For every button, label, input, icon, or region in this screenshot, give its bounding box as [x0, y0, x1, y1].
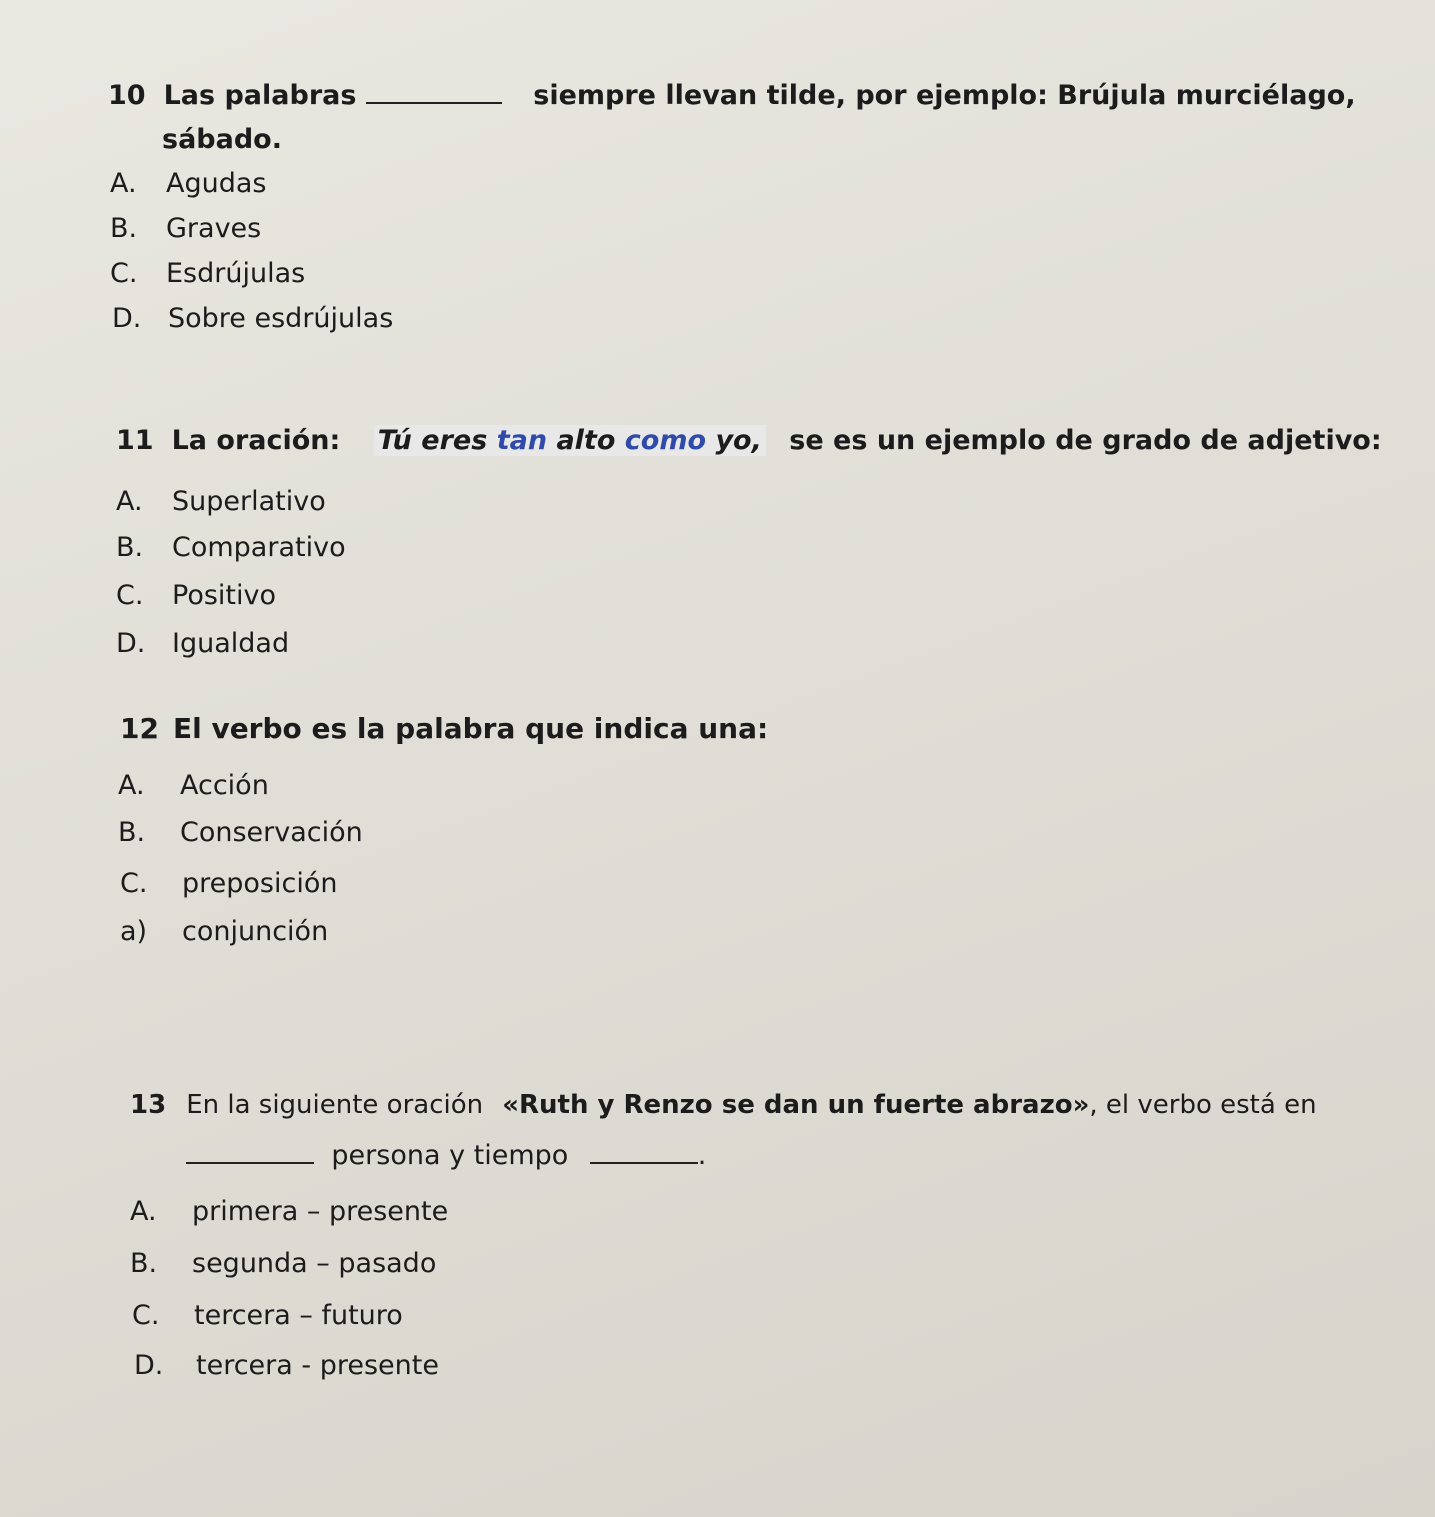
option-b[interactable]	[130, 1248, 436, 1279]
option-letter: a)	[120, 916, 148, 947]
answer-blank[interactable]	[366, 102, 502, 104]
option-letter: A.	[110, 168, 137, 199]
option-letter: D.	[116, 628, 146, 659]
example-highlight: como	[624, 425, 707, 456]
question-text: La oración:	[171, 425, 341, 456]
option-letter: B.	[130, 1248, 158, 1279]
option-text: Comparativo	[172, 532, 346, 563]
question-10-stem-line1	[108, 80, 1356, 111]
example-part: Tú eres	[377, 425, 497, 456]
option-letter: C.	[132, 1300, 160, 1331]
option-letter: D.	[112, 303, 142, 334]
question-13-stem-line2	[186, 1140, 706, 1171]
option-text: Agudas	[166, 168, 267, 199]
question-text: , el verbo está en	[1089, 1090, 1317, 1120]
question-10-stem-line2: sábado.	[162, 124, 282, 155]
question-13-stem-line1	[130, 1090, 1317, 1120]
question-text: En la siguiente oración	[186, 1090, 484, 1120]
option-c[interactable]	[120, 868, 337, 899]
option-b[interactable]	[118, 817, 363, 848]
example-part: yo,	[706, 425, 762, 456]
question-text: Las palabras	[163, 80, 357, 111]
option-letter: A.	[116, 486, 143, 517]
option-text: tercera - presente	[196, 1350, 439, 1381]
example-sentence	[374, 425, 766, 456]
option-a[interactable]	[130, 1196, 448, 1227]
option-text: Igualdad	[172, 628, 290, 659]
option-d[interactable]	[134, 1350, 439, 1381]
question-text: El verbo es la palabra que indica una:	[172, 712, 769, 745]
option-letter: C.	[116, 580, 144, 611]
option-letter: B.	[116, 532, 144, 563]
question-text: siempre llevan tilde, por ejemplo: Brújula murciélago,	[533, 80, 1356, 111]
option-letter: A.	[118, 770, 145, 801]
option-letter: D.	[134, 1350, 164, 1381]
example-part: alto	[547, 425, 625, 456]
option-text: primera – presente	[192, 1196, 449, 1227]
option-letter: C.	[110, 258, 138, 289]
option-text: tercera – futuro	[194, 1300, 403, 1331]
option-a[interactable]	[116, 486, 326, 517]
option-letter: C.	[120, 868, 148, 899]
option-letter: B.	[110, 213, 138, 244]
option-c[interactable]	[110, 258, 305, 289]
question-text: persona y tiempo	[331, 1140, 569, 1171]
question-11-stem	[116, 425, 1382, 456]
option-b[interactable]	[116, 532, 346, 563]
option-text: preposición	[182, 868, 338, 899]
option-text: Graves	[166, 213, 262, 244]
option-text: Esdrújulas	[166, 258, 306, 289]
option-c[interactable]	[116, 580, 276, 611]
question-number: 10	[108, 80, 146, 111]
answer-blank[interactable]	[590, 1162, 698, 1164]
question-text: se es un ejemplo de grado de adjetivo:	[789, 425, 1382, 456]
option-text: Positivo	[172, 580, 276, 611]
quoted-sentence: «Ruth y Renzo se dan un fuerte abrazo»	[502, 1090, 1090, 1120]
question-number: 13	[130, 1090, 167, 1120]
option-text: conjunción	[182, 916, 329, 947]
question-12-stem	[120, 712, 768, 745]
option-text: Conservación	[180, 817, 363, 848]
option-text: Sobre esdrújulas	[168, 303, 394, 334]
option-a[interactable]	[118, 770, 269, 801]
option-c[interactable]	[132, 1300, 403, 1331]
option-a[interactable]	[110, 168, 266, 199]
option-d[interactable]	[116, 628, 289, 659]
question-number: 11	[116, 425, 154, 456]
option-letter: A.	[130, 1196, 157, 1227]
period: .	[697, 1140, 707, 1171]
option-d[interactable]	[112, 303, 393, 334]
example-highlight: tan	[496, 425, 548, 456]
option-text: Superlativo	[172, 486, 326, 517]
option-d[interactable]	[120, 916, 328, 947]
option-text: Acción	[180, 770, 269, 801]
answer-blank[interactable]	[186, 1162, 314, 1164]
option-b[interactable]	[110, 213, 261, 244]
option-text: segunda – pasado	[192, 1248, 437, 1279]
option-letter: B.	[118, 817, 146, 848]
question-number: 12	[120, 712, 159, 745]
